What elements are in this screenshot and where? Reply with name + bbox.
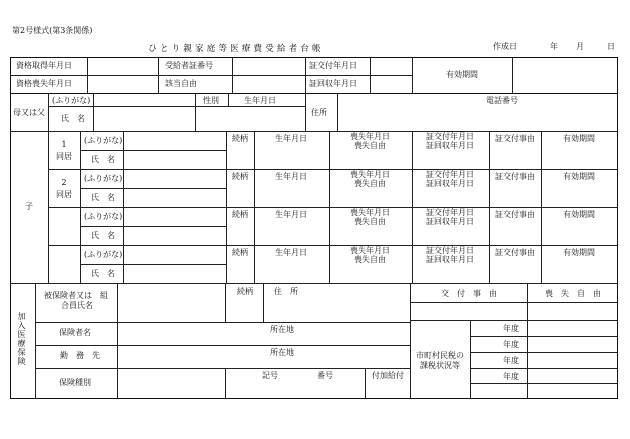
child-lost-reason-label: 喪失自由 [354,217,386,226]
child-relation-label: 続柄 [232,210,248,219]
child-birthdate-label: 生年月日 [275,134,307,143]
insurance-number-label: 番号 [317,371,333,380]
insurance-symbol-label: 記号 [262,371,278,380]
child-issued-date-label: 証交付年月日 [426,132,474,141]
insured-name-label: 被保険者又は 組 [44,291,108,300]
child-number: 1 [61,140,67,149]
fiscal-year-label: 年度 [503,356,519,365]
child-name-label: 氏 名 [91,155,115,164]
child-furigana-label: (ふりがな) [84,212,123,221]
child-furigana-label: (ふりがな) [84,250,123,259]
page-title: ひとり親家庭等医療費受給者台帳 [148,44,324,54]
parent-gender-label: 性別 [203,96,219,105]
lost-date-label: 資格喪失年月日 [16,79,72,88]
acquired-date-label: 資格取得年月日 [16,61,72,70]
parent-address-label: 住所 [311,108,327,117]
valid-period-label: 有効期間 [446,70,478,79]
child-name-label: 氏 名 [91,231,115,240]
insured-relation-label: 続柄 [237,287,253,296]
child-name-label: 氏 名 [91,193,115,202]
child-recovered-date-label: 証回収年月日 [426,217,474,226]
created-month: 月 [576,42,584,51]
created-day: 日 [607,42,615,51]
child-issue-reason-label: 証交付事由 [495,172,535,181]
workplace-label: 勤 務 先 [60,351,100,360]
workplace-location-label: 所在地 [270,348,294,357]
parent-furigana-label: (ふりがな) [52,96,91,105]
child-birthdate-label: 生年月日 [275,210,307,219]
child-recovered-date-label: 証回収年月日 [426,141,474,150]
insurance-label: 加入医療保険 [17,312,26,366]
child-lost-date-label: 喪失年月日 [350,132,390,141]
cert-number-label: 受給者証番号 [165,61,213,70]
child-cohabitation: 同居 [56,190,72,199]
child-furigana-label: (ふりがな) [84,174,123,183]
child-label: 子 [25,202,33,211]
child-valid-period-label: 有効期間 [563,210,595,219]
child-relation-label: 続柄 [232,134,248,143]
form-number: 第2号様式(第3条関係) [12,26,93,35]
child-lost-reason-label: 喪失自由 [354,141,386,150]
child-issued-date-label: 証交付年月日 [426,208,474,217]
insured-name-label-2: 合員氏名 [61,301,93,310]
child-valid-period-label: 有効期間 [563,172,595,181]
child-lost-date-label: 喪失年月日 [350,170,390,179]
child-issue-reason-label: 証交付事由 [495,134,535,143]
child-valid-period-label: 有効期間 [563,248,595,257]
child-birthdate-label: 生年月日 [275,248,307,257]
child-relation-label: 続柄 [232,248,248,257]
child-issue-reason-label: 証交付事由 [495,210,535,219]
eligibility-reason-label: 該当自由 [165,79,197,88]
parent-phone-label: 電話番号 [486,96,518,105]
child-cohabitation: 同居 [56,152,72,161]
child-issued-date-label: 証交付年月日 [426,170,474,179]
lost-reason-label: 喪 失 自 由 [545,289,601,298]
fiscal-year-label: 年度 [503,340,519,349]
insurer-location-label: 所在地 [270,325,294,334]
child-issued-date-label: 証交付年月日 [426,246,474,255]
issued-date-label: 証交付年月日 [309,61,357,70]
issue-reason-label: 交 付 事 由 [441,289,497,298]
created-year: 年 [550,42,558,51]
fiscal-year-label: 年度 [503,372,519,381]
child-valid-period-label: 有効期間 [563,134,595,143]
tax-status-label-2: 課税状況等 [420,361,460,370]
parent-birthdate-label: 生年月日 [244,96,276,105]
parent-name-label: 氏 名 [61,114,85,123]
insured-address-label: 住 所 [274,287,298,296]
child-lost-reason-label: 喪失自由 [354,255,386,264]
child-birthdate-label: 生年月日 [275,172,307,181]
additional-benefit-label: 付加給付 [372,371,404,380]
child-lost-reason-label: 喪失自由 [354,179,386,188]
child-recovered-date-label: 証回収年月日 [426,255,474,264]
child-number: 2 [61,178,67,187]
child-recovered-date-label: 証回収年月日 [426,179,474,188]
insurer-name-label: 保険者名 [59,328,91,337]
child-lost-date-label: 喪失年月日 [350,246,390,255]
child-issue-reason-label: 証交付事由 [495,248,535,257]
child-furigana-label: (ふりがな) [84,136,123,145]
recovered-date-label: 証回収年月日 [309,79,357,88]
child-lost-date-label: 喪失年月日 [350,208,390,217]
child-relation-label: 続柄 [232,172,248,181]
insurance-type-label: 保険種別 [59,378,91,387]
tax-status-label: 市町村民税の [416,351,464,360]
child-name-label: 氏 名 [91,269,115,278]
created-date-label: 作成日 [493,42,517,51]
fiscal-year-label: 年度 [503,324,519,333]
parent-label: 母又は父 [13,108,45,117]
